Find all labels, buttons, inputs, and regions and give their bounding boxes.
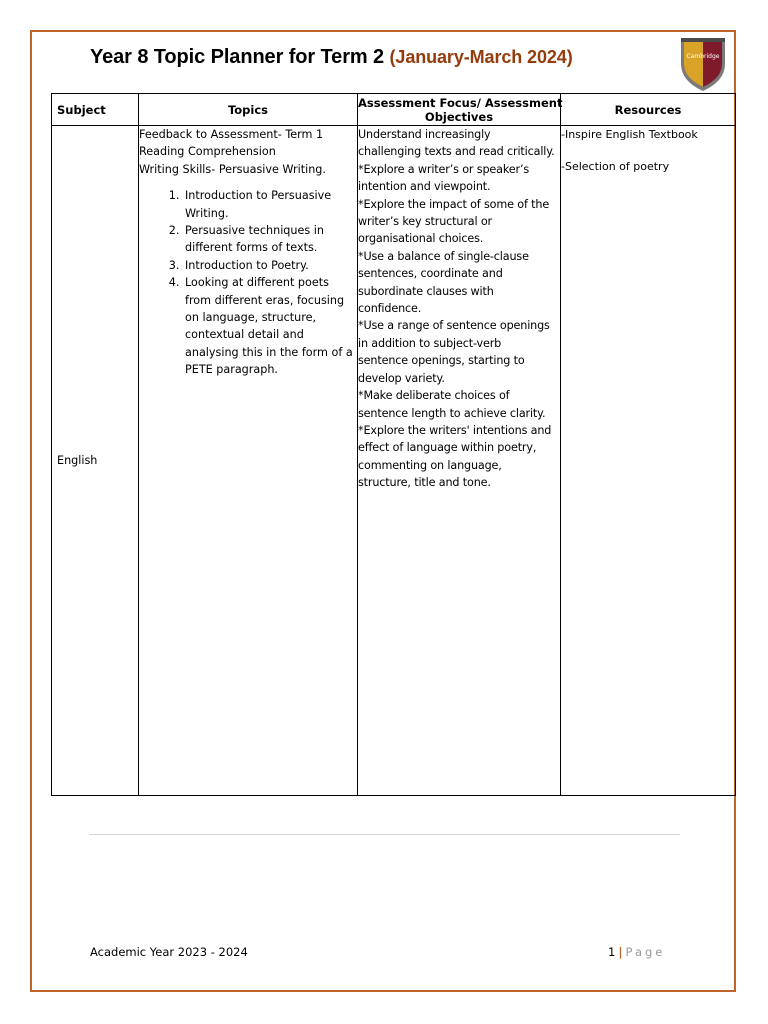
table-header-row [52,94,736,126]
topic-planner-table [51,93,736,796]
topics-intro [139,126,357,178]
objective-line: sentence length to achieve clarity. [358,406,546,420]
page-label: Page [625,945,666,959]
objective-line: sentence openings, starting to [358,354,525,368]
resources-cell [561,126,736,796]
topics-intro-line: Reading Comprehension [139,145,276,159]
header-topics: Topics [139,94,358,126]
header-assessment-line2: Objectives [424,109,494,124]
objective-line: intention and viewpoint. [358,180,491,194]
objective-line: *Explore a writer’s or speaker’s [358,162,530,176]
objective-line: organisational choices. [358,232,484,246]
topics-intro-line: Writing Skills- Persuasive Writing. [139,162,326,176]
header-assessment [358,94,561,126]
resource-item: -Selection of poetry [561,160,670,174]
page-number: 1 [608,945,616,959]
objectives-cell [358,126,561,796]
topics-intro-line: Feedback to Assessment- Term 1 [139,128,324,141]
list-item: 1. Introduction to Persuasive Writing. [183,187,357,222]
objective-line: challenging texts and read critically. [358,145,555,159]
resource-item: -Inspire English Textbook [561,128,698,141]
objective-line: Understand increasingly [358,128,491,141]
page-separator: | [618,945,623,959]
objective-line: commenting on language, [358,458,502,472]
objective-line: effect of language within poetry, [358,441,537,455]
header-resources: Resources [561,94,736,126]
objective-line: *Use a balance of single-clause [358,249,529,263]
objective-line: in addition to subject-verb [358,336,502,350]
footer-page-number [608,945,665,959]
objective-line: subordinate clauses with [358,284,494,298]
topics-cell [139,126,358,796]
footer-divider [89,834,680,835]
objective-line: writer’s key structural or [358,215,493,229]
shield-icon [679,34,727,92]
objective-line: *Explore the impact of some of the [358,197,550,211]
footer-academic-year: Academic Year 2023 - 2024 [90,945,248,959]
subject-cell: English [52,126,139,796]
objective-line: *Use a range of sentence openings [358,319,550,333]
topics-list [139,187,357,378]
list-item: 3. Introduction to Poetry. [183,257,357,274]
objective-line: sentences, coordinate and [358,267,503,281]
header-subject: Subject [52,94,139,126]
list-item: 4. Looking at different poets from different eras, focusing on language, structure, contextual detail and analysing this in the form of a PETE paragraph. [183,274,357,378]
objective-line: *Explore the writers' intentions and [358,423,552,437]
objective-line: structure, title and tone. [358,476,491,490]
title-text: Year 8 Topic Planner for Term 2 [90,46,385,68]
page-title [90,46,573,69]
table-row [52,126,736,796]
objective-line: develop variety. [358,371,445,385]
title-dates: (January-March 2024) [389,47,573,67]
cambridge-crest-logo [679,34,727,92]
header-assessment-line1: Assessment Focus/ Assessment [358,95,563,110]
list-item: 2. Persuasive techniques in different forms of texts. [183,222,357,257]
crest-text: Cambridge [686,53,720,60]
objective-line: confidence. [358,302,422,316]
objective-line: *Make deliberate choices of [358,389,510,403]
